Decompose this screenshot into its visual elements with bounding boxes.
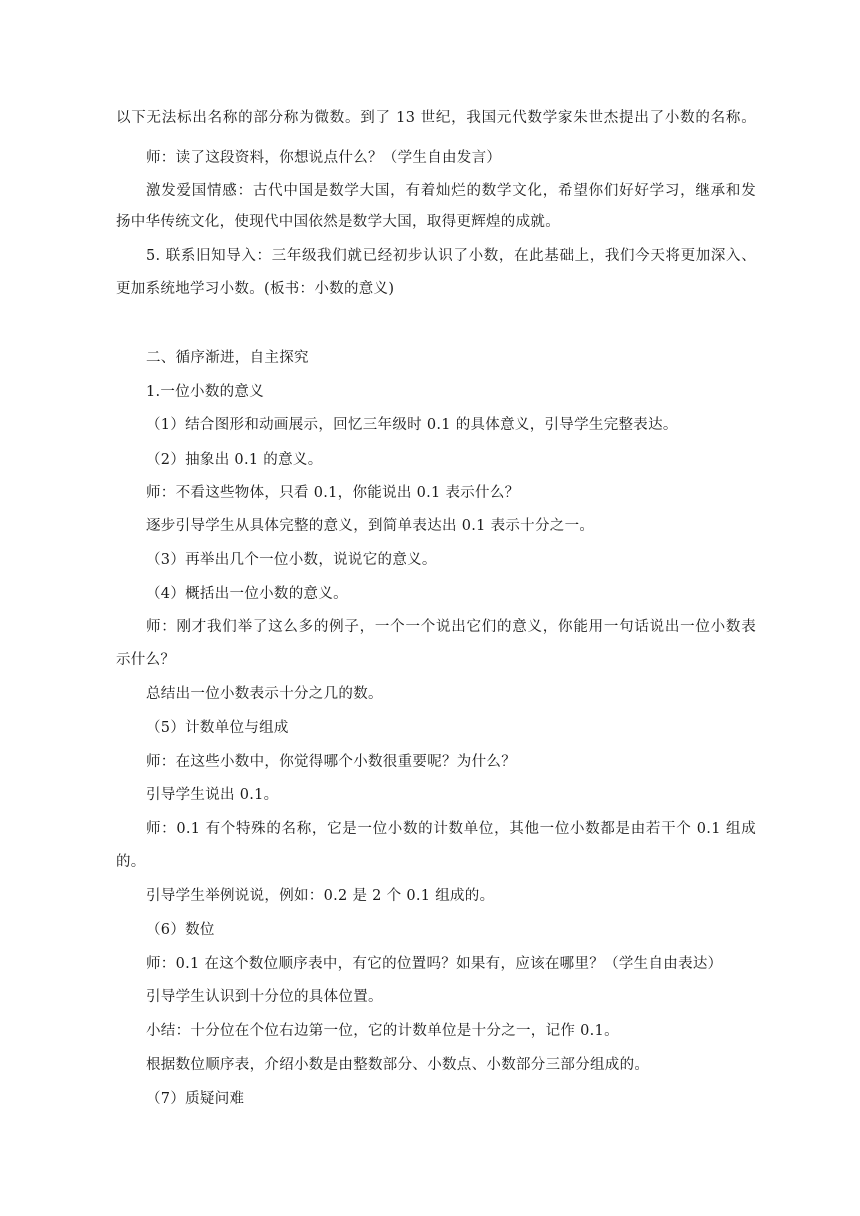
paragraph-line: 扬中华传统文化，使现代中国依然是数学大国，取得更辉煌的成就。 (116, 214, 560, 230)
paragraph-line: 的。 (116, 854, 146, 870)
paragraph-line: （4）概括出一位小数的意义。 (146, 586, 348, 602)
paragraph-line: 师：0.1 在这个数位顺序表中，有它的位置吗？如果有，应该在哪里？（学生自由表达） (146, 956, 723, 972)
paragraph-line: 引导学生举例说说，例如：0.2 是 2 个 0.1 组成的。 (146, 888, 495, 904)
paragraph-line: 师：刚才我们举了这么多的例子，一个一个说出它们的意义，你能用一句话说出一位小数表 (146, 619, 756, 635)
paragraph-line: （5）计数单位与组成 (146, 720, 289, 736)
paragraph-line: （1）结合图形和动画展示，回忆三年级时 0.1 的具体意义，引导学生完整表达。 (146, 417, 678, 433)
subsection-heading: 1.一位小数的意义 (146, 384, 265, 400)
paragraph-line: 师：在这些小数中，你觉得哪个小数很重要呢？为什么？ (146, 754, 516, 770)
paragraph-line: （2）抽象出 0.1 的意义。 (146, 452, 323, 468)
paragraph-line: 总结出一位小数表示十分之几的数。 (146, 686, 383, 702)
paragraph-line: 逐步引导学生从具体完整的意义，到简单表达出 0.1 表示十分之一。 (146, 518, 595, 534)
paragraph-line: （7）质疑问难 (146, 1091, 245, 1107)
paragraph-line: 师：不看这些物体，只看 0.1，你能说出 0.1 表示什么？ (146, 485, 520, 501)
paragraph-line: 小结：十分位在个位右边第一位，它的计数单位是十分之一，记作 0.1。 (146, 1023, 619, 1039)
paragraph-line: 引导学生认识到十分位的具体位置。 (146, 989, 383, 1005)
paragraph-line: 根据数位顺序表，介绍小数是由整数部分、小数点、小数部分三部分组成的。 (146, 1057, 650, 1073)
paragraph-line: （6）数位 (146, 922, 215, 938)
paragraph-line: 示什么？ (116, 652, 176, 668)
paragraph-line: 师：0.1 有个特殊的名称，它是一位小数的计数单位，其他一位小数都是由若干个 0.1 组成 (146, 821, 756, 837)
paragraph-line: 引导学生说出 0.1。 (146, 787, 279, 803)
paragraph-line: 5. 联系旧知导入：三年级我们就已经初步认识了小数，在此基础上，我们今天将更加深入、 (146, 248, 756, 264)
paragraph-line: （3）再举出几个一位小数，说说它的意义。 (146, 552, 437, 568)
paragraph-line: 激发爱国情感：古代中国是数学大国，有着灿烂的数学文化，希望你们好好学习，继承和发 (146, 183, 756, 199)
paragraph-line: 更加系统地学习小数。(板书：小数的意义) (116, 281, 395, 297)
paragraph-line: 以下无法标出名称的部分称为微数。到了 13 世纪，我国元代数学家朱世杰提出了小数的名称。 (116, 110, 756, 126)
paragraph-line: 师：读了这段资料，你想说点什么？（学生自由发言） (146, 150, 502, 166)
section-heading: 二、循序渐进，自主探究 (146, 350, 309, 366)
